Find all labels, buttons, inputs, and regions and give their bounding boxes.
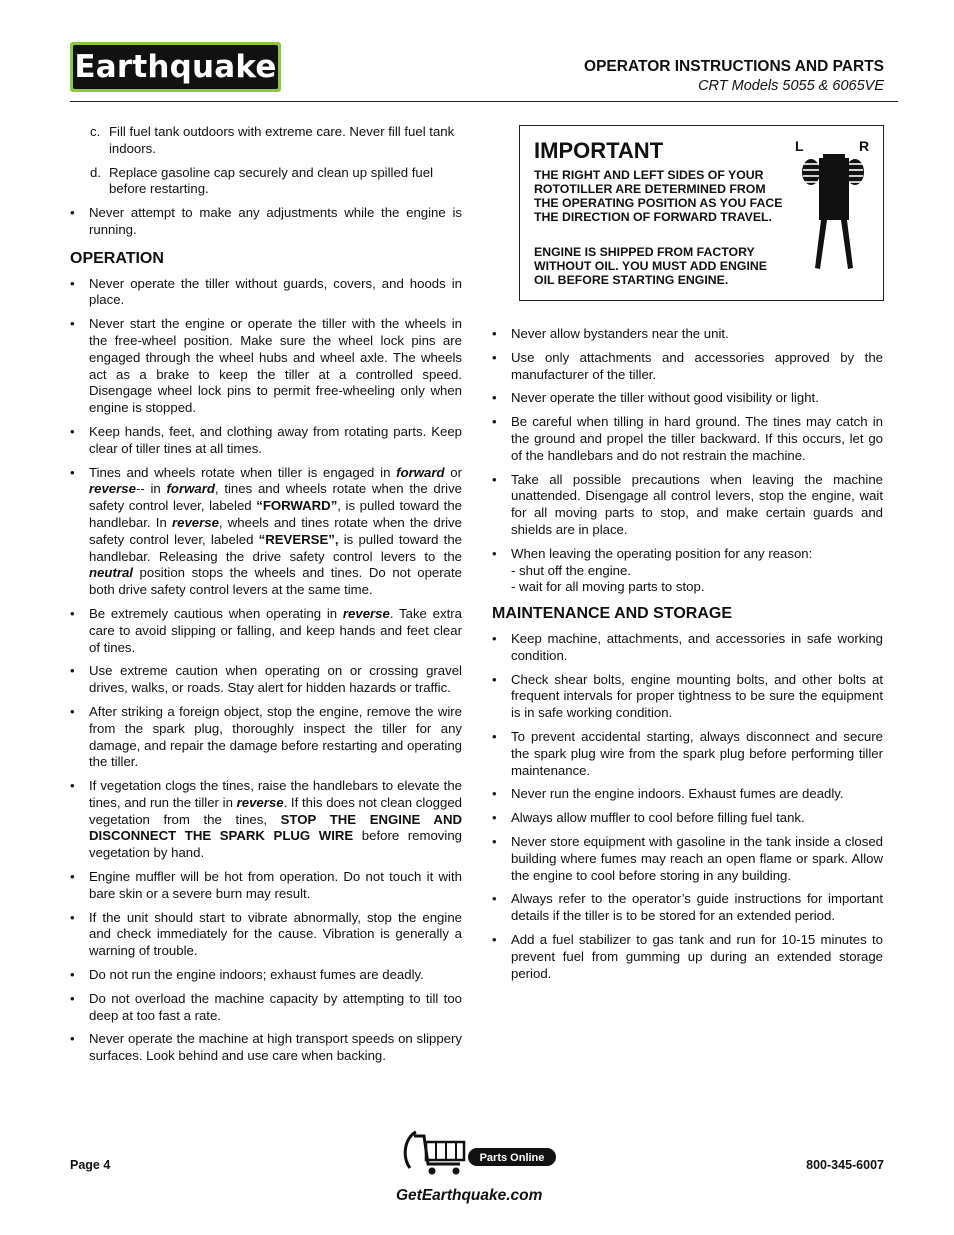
text: , tines and wheels rotate when the drive safety control lever, labeled <box>89 481 463 514</box>
item-text: Keep machine, attachments, and accessories in safe working condition. <box>511 630 883 663</box>
list-item: • Never operate the tiller without guards, covers, and hoods in place. <box>70 275 462 308</box>
earthquake-logo <box>70 42 281 92</box>
text: or <box>444 464 463 480</box>
important-sides-text: THE RIGHT AND LEFT SIDES OF YOUR ROTOTILLER ARE DETERMINED FROM THE OPERATING POSITION AS YOU FACE THE DIRECTION OF FORWARD TRAVEL. <box>534 168 783 224</box>
list-item: • To prevent accidental starting, always disconnect and secure the spark plug wire from the spark plug before performing tiller maintenance. <box>492 728 883 778</box>
left-side-label: L <box>795 138 804 154</box>
text: is pulled toward the handlebar. Releasing the drive safety control levers to the <box>89 531 462 564</box>
list-item: • Take all possible precautions when leaving the machine unattended. Disengage all control levers, stop the engine, wait for all moving parts to stop, and make certain guards and shields are in place. <box>492 471 883 537</box>
text: Tines and wheels rotate when tiller is engaged in <box>89 464 397 480</box>
phone-number: 800-345-6007 <box>806 1158 884 1172</box>
operation-heading: OPERATION <box>70 249 164 267</box>
item-marker: d. <box>90 164 101 180</box>
item-text: Never store equipment with gasoline in the tank inside a closed building where fumes may reach an open flame or spark. Allow the engine to cool before storing in any building. <box>511 833 883 883</box>
list-item: • Keep machine, attachments, and accessories in safe working condition. <box>492 630 883 663</box>
item-text: When leaving the operating position for any reason: <box>511 545 813 561</box>
label-forward: “FORWARD” <box>256 498 338 514</box>
list-item: • Never operate the tiller without good visibility or light. <box>492 390 819 406</box>
list-item: • Check shear bolts, engine mounting bolts, and other bolts at frequent intervals for proper tightness to be sure the equipment is in safe working condition. <box>492 671 883 721</box>
list-item: • Engine muffler will be hot from operation. Do not touch it with bare skin or a severe burn may result. <box>70 869 462 901</box>
important-oil-text: ENGINE IS SHIPPED FROM FACTORY WITHOUT OIL. YOU MUST ADD ENGINE OIL BEFORE STARTING ENGINE. <box>534 245 767 287</box>
item-text: To prevent accidental starting, always disconnect and secure the spark plug wire from the spark plug before performing tiller maintenance. <box>511 728 883 778</box>
item-text: If the unit should start to vibrate abnormally, stop the engine and check immediately for the cause. Vibration is generally a warning of trouble. <box>89 909 462 959</box>
list-item: • Be careful when tilling in hard ground. The tines may catch in the ground and propel the tiller backward. If this occurs, let go of the handlebars and do not restrain the machine. <box>492 414 883 463</box>
list-item <box>70 165 462 199</box>
item-text: Always refer to the operator’s guide instructions for important details if the tiller is to be stored for an extended period. <box>511 891 883 924</box>
list-item: • Add a fuel stabilizer to gas tank and run for 10-15 minutes to prevent fuel from gumming up during an extended storage period. <box>492 931 883 981</box>
logo-text: Earthquake <box>74 49 277 85</box>
list-item: • Do not run the engine indoors; exhaust fumes are deadly. <box>70 967 424 983</box>
emphasis: reverse <box>236 794 284 810</box>
right-column <box>492 326 883 989</box>
text: , wheels and tines rotate when the drive safety control lever, labeled <box>89 514 462 547</box>
text: . If this does not clean clogged vegetation from the tines, <box>89 794 462 827</box>
emphasis: reverse <box>342 605 390 621</box>
item-text: Never operate the machine at high transport speeds on slippery surfaces. Look behind and use care when backing. <box>89 1031 462 1064</box>
emphasis: reverse <box>171 514 219 530</box>
tiller-top-view-icon <box>793 136 873 276</box>
website-link[interactable]: GetEarthquake.com <box>396 1187 543 1204</box>
list-item-leaving: • When leaving the operating position for any reason: - shut off the engine. - wait for all moving parts to stop. <box>492 546 883 596</box>
list-item: • Always allow muffler to cool before filling fuel tank. <box>492 810 805 826</box>
list-item: • Always refer to the operator’s guide instructions for important details if the tiller is to be stored for an extended period. <box>492 891 883 924</box>
list-item: • Use extreme caution when operating on or crossing gravel drives, walks, or roads. Stay alert for hidden hazards or traffic. <box>70 663 462 696</box>
document-subtitle: CRT Models 5055 & 6065VE <box>698 78 884 94</box>
item-text: Take all possible precautions when leaving the machine unattended. Disengage all control levers, stop the engine, wait for all moving parts to stop, and make certain guards and shields are in place. <box>511 471 883 537</box>
item-text: Never run the engine indoors. Exhaust fumes are deadly. <box>511 786 844 802</box>
text: -- in <box>135 481 167 497</box>
item-text: Do not run the engine indoors; exhaust fumes are deadly. <box>89 967 424 983</box>
text: , is pulled toward the handlebar. In <box>89 498 462 530</box>
pre-operation-list <box>70 205 462 239</box>
list-item: • Never start the engine or operate the tiller with the wheels in the free-wheel position. Make sure the wheel lock pins are engaged through the wheel hubs and wheel axle. The wheels act as a brake to keep the tiller at a controlled speed. Disengage wheel lock pins to permit free-wheeling only when engine is stopped. <box>70 316 462 416</box>
warning-text: STOP THE ENGINE AND DISCONNECT THE SPARK PLUG WIRE <box>89 811 462 844</box>
label-reverse: “REVERSE”, <box>258 531 339 547</box>
item-text: Add a fuel stabilizer to gas tank and run for 10-15 minutes to prevent fuel from gumming up during an extended storage period. <box>511 931 883 981</box>
list-item: • Never attempt to make any adjustments while the engine is running. <box>70 205 462 237</box>
text: Be extremely cautious when operating in <box>89 605 343 621</box>
text: position stops the wheels and tines. Do not operate both drive safety control levers at the same time. <box>89 565 462 598</box>
emphasis: forward <box>166 481 215 497</box>
list-item: • Do not overload the machine capacity by attempting to till too deep at too fast a rate. <box>70 990 462 1023</box>
list-item: • Never allow bystanders near the unit. <box>492 326 729 341</box>
item-text: Engine muffler will be hot from operation. Do not touch it with bare skin or a severe burn may result. <box>89 869 462 901</box>
page-number: Page 4 <box>70 1158 111 1172</box>
list-item-vegetation: • If vegetation clogs the tines, raise the handlebars to elevate the tines, and run the tiller in reverse. If this does not clean clogged vegetation from the tines, STOP THE ENGINE AND DISCONNECT THE SPARK PLUG WIRE before removing vegetation by hand. <box>70 778 462 861</box>
fuel-sub-list <box>70 124 462 198</box>
item-text: Never start the engine or operate the tiller with the wheels in the free-wheel position. Make sure the wheel lock pins are engaged through the wheel hubs and wheel axle. The wheels act as a brake to keep the tiller at a controlled speed. Disengage wheel lock pins to permit free-wheeling only when engine is stopped. <box>89 316 462 416</box>
item-text: Keep hands, feet, and clothing away from rotating parts. Keep clear of tiller tines at all times. <box>89 423 462 456</box>
document-title: OPERATOR INSTRUCTIONS AND PARTS <box>584 58 884 75</box>
item-text: Never allow bystanders near the unit. <box>511 326 729 341</box>
important-title: IMPORTANT <box>534 138 664 163</box>
sub-step: - wait for all moving parts to stop. <box>511 579 705 595</box>
left-column <box>70 124 462 1072</box>
list-item: • If the unit should start to vibrate abnormally, stop the engine and check immediately for the cause. Vibration is generally a warning of trouble. <box>70 909 462 959</box>
emphasis: forward <box>396 464 445 480</box>
list-item: • Never run the engine indoors. Exhaust fumes are deadly. <box>492 786 844 802</box>
parts-online-label: Parts Online <box>479 1152 545 1164</box>
important-box <box>519 125 884 301</box>
item-text: Replace gasoline cap securely and clean up spilled fuel before restarting. <box>109 164 434 197</box>
item-text: Always allow muffler to cool before filling fuel tank. <box>511 810 805 826</box>
item-text: After striking a foreign object, stop the engine, remove the wire from the spark plug, thoroughly inspect the tiller for any damage, and repair the damage before restarting and operating the tiller. <box>89 703 462 770</box>
item-text: Never operate the tiller without guards, covers, and hoods in place. <box>89 275 462 308</box>
item-marker: c. <box>90 124 101 139</box>
text: . Take extra care to avoid slipping or falling, and keep hands and feet clear of tines. <box>89 605 462 655</box>
item-text: Check shear bolts, engine mounting bolts, and other bolts at frequent intervals for proper tightness to be sure the equipment is in safe working condition. <box>511 671 883 721</box>
document-header <box>584 58 884 94</box>
list-item-reverse-caution: • Be extremely cautious when operating in reverse. Take extra care to avoid slipping or falling, and keep hands and feet clear of tines. <box>70 605 462 655</box>
emphasis: neutral <box>89 565 133 581</box>
item-text: Be careful when tilling in hard ground. The tines may catch in the ground and propel the tiller backward. If this occurs, let go of the handlebars and do not restrain the machine. <box>511 414 883 463</box>
maintenance-heading: MAINTENANCE AND STORAGE <box>492 605 733 623</box>
emphasis: reverse <box>89 481 136 497</box>
maintenance-list <box>492 631 883 982</box>
item-text: Fill fuel tank outdoors with extreme care. Never fill fuel tank indoors. <box>109 124 455 156</box>
item-text: Never operate the tiller without good visibility or light. <box>511 390 819 406</box>
list-item: • After striking a foreign object, stop the engine, remove the wire from the spark plug, thoroughly inspect the tiller for any damage, and repair the damage before restarting and operating the tiller. <box>70 703 462 770</box>
list-item-forward-reverse: • Tines and wheels rotate when tiller is engaged in forward or reverse-- in forward, tines and wheels rotate when the drive safety control lever, labeled “FORWARD”, is pulled toward the handlebar. In reverse, wheels and tines rotate when the drive safety control lever, labeled “REVERSE”, is pulled toward the handlebar. Releasing the drive safety control levers to the neutral position stops the wheels and tines. Do not operate both drive safety control levers at the same time. <box>70 464 463 598</box>
right-side-label: R <box>859 138 870 154</box>
text: before removing vegetation by hand. <box>89 828 462 861</box>
header-divider <box>70 101 898 102</box>
list-item <box>70 124 462 158</box>
list-item: • Keep hands, feet, and clothing away from rotating parts. Keep clear of tiller tines at all times. <box>70 423 462 456</box>
text: If vegetation clogs the tines, raise the handlebars to elevate the tines, and run the tiller in <box>89 778 462 810</box>
item-text: Use only attachments and accessories approved by the manufacturer of the tiller. <box>511 349 883 382</box>
item-text: Never attempt to make any adjustments while the engine is running. <box>89 205 462 237</box>
sub-step: - shut off the engine. <box>511 562 631 578</box>
list-item: • Never operate the machine at high transport speeds on slippery surfaces. Look behind and use care when backing. <box>70 1031 462 1064</box>
safety-list <box>492 326 883 596</box>
item-text: Do not overload the machine capacity by attempting to till too deep at too fast a rate. <box>89 990 462 1023</box>
list-item: • Use only attachments and accessories approved by the manufacturer of the tiller. <box>492 349 883 382</box>
logo-inner <box>73 45 278 89</box>
list-item: • Never store equipment with gasoline in the tank inside a closed building where fumes may reach an open flame or spark. Allow the engine to cool before storing in any building. <box>492 833 883 883</box>
operation-list <box>70 276 462 1065</box>
item-text: Use extreme caution when operating on or crossing gravel drives, walks, or roads. Stay alert for hidden hazards or traffic. <box>89 663 462 696</box>
parts-online-cart-icon <box>396 1124 566 1184</box>
